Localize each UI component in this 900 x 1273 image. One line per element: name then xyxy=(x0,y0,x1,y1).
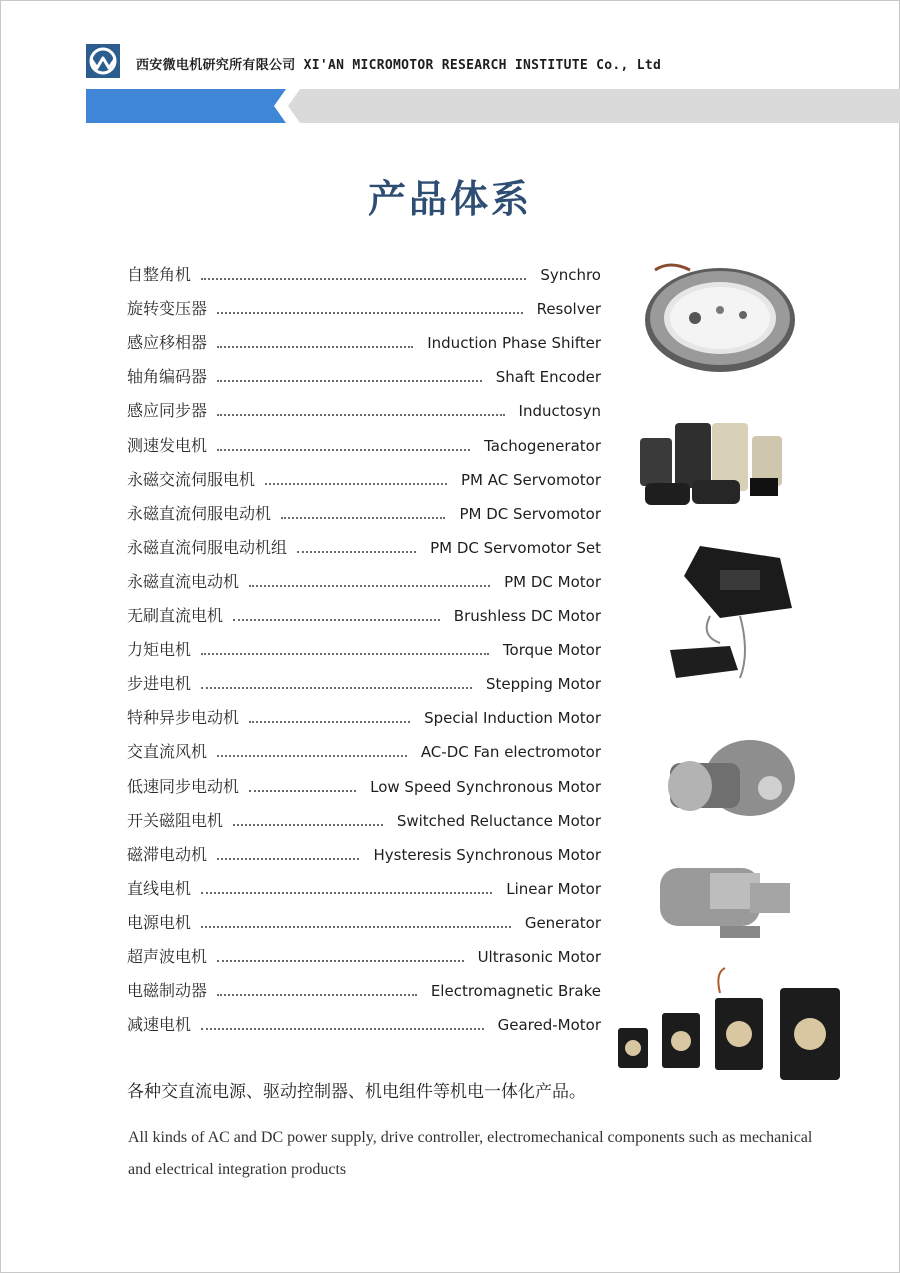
product-row xyxy=(127,1012,601,1038)
product-row xyxy=(127,467,601,493)
dot-leader xyxy=(217,858,359,860)
product-row xyxy=(127,603,601,629)
product-name-zh: 特种异步电动机 xyxy=(127,708,240,727)
product-name-en: AC-DC Fan electromotor xyxy=(420,743,601,761)
product-row xyxy=(127,876,601,902)
dot-leader xyxy=(217,346,413,348)
company-logo-icon xyxy=(86,44,120,78)
dot-leader xyxy=(217,414,505,416)
product-name-zh: 超声波电机 xyxy=(127,947,208,966)
company-name xyxy=(136,54,661,73)
dot-leader xyxy=(217,449,470,451)
product-name-en: Inductosyn xyxy=(518,402,601,420)
company-name-en: XI'AN MICROMOTOR RESEARCH INSTITUTE Co., Ltd xyxy=(303,58,662,73)
product-name-zh: 减速电机 xyxy=(127,1015,192,1034)
product-name-zh: 测速发电机 xyxy=(127,436,208,455)
page-title: 产品体系 xyxy=(367,177,532,221)
dot-leader xyxy=(217,755,407,757)
product-row xyxy=(127,978,601,1004)
dot-leader xyxy=(201,278,526,280)
product-name-zh: 自整角机 xyxy=(127,265,192,284)
product-name-en: PM DC Servomotor xyxy=(459,505,601,523)
product-name-zh: 永磁直流伺服电动机组 xyxy=(127,538,288,557)
product-name-zh: 永磁直流伺服电动机 xyxy=(127,504,272,523)
product-name-en: Linear Motor xyxy=(506,880,601,898)
dot-leader xyxy=(297,551,416,553)
product-row xyxy=(127,433,601,459)
product-row xyxy=(127,671,601,697)
dot-leader xyxy=(249,585,490,587)
dot-leader xyxy=(201,1028,484,1030)
product-name-en: Low Speed Synchronous Motor xyxy=(370,778,601,796)
product-row xyxy=(127,637,601,663)
product-row xyxy=(127,842,601,868)
product-name-en: Hysteresis Synchronous Motor xyxy=(373,846,601,864)
product-name-en: PM AC Servomotor xyxy=(461,471,601,489)
header-band xyxy=(86,89,900,123)
product-row xyxy=(127,944,601,970)
product-name-en: Resolver xyxy=(536,300,601,318)
dot-leader xyxy=(233,824,383,826)
product-row xyxy=(127,535,601,561)
product-name-en: Stepping Motor xyxy=(486,675,601,693)
product-name-en: Generator xyxy=(524,914,601,932)
product-name-en: PM DC Motor xyxy=(504,573,601,591)
product-name-zh: 轴角编码器 xyxy=(127,367,208,386)
product-name-en: Shaft Encoder xyxy=(495,368,601,386)
product-row xyxy=(127,330,601,356)
product-row xyxy=(127,364,601,390)
footer-en: All kinds of AC and DC power supply, drive controller, electromechanical components such as mechanical and electrical integration products xyxy=(128,1129,813,1178)
synchro-ring-photo xyxy=(645,265,795,372)
product-name-en: Geared-Motor xyxy=(497,1016,601,1034)
product-row xyxy=(127,296,601,322)
gear-motor-photo xyxy=(668,740,795,816)
product-name-en: Electromagnetic Brake xyxy=(430,982,601,1000)
product-name-zh: 步进电机 xyxy=(127,674,192,693)
product-name-zh: 电磁制动器 xyxy=(127,981,208,1000)
product-name-en: Ultrasonic Motor xyxy=(477,948,601,966)
product-name-zh: 旋转变压器 xyxy=(127,299,208,318)
product-name-zh: 永磁交流伺服电机 xyxy=(127,470,256,489)
product-row xyxy=(127,398,601,424)
product-name-zh: 力矩电机 xyxy=(127,640,192,659)
product-row xyxy=(127,910,601,936)
product-name-zh: 永磁直流电动机 xyxy=(127,572,240,591)
page-header xyxy=(86,44,806,80)
company-name-zh: 西安微电机研究所有限公司 xyxy=(136,58,296,73)
tachogenerator-photo xyxy=(640,423,782,505)
dot-leader xyxy=(281,517,445,519)
product-name-en: Torque Motor xyxy=(502,641,601,659)
dot-leader xyxy=(265,483,447,485)
product-name-en: Switched Reluctance Motor xyxy=(396,812,601,830)
product-name-en: Synchro xyxy=(540,266,601,284)
dot-leader xyxy=(249,790,356,792)
product-row xyxy=(127,569,601,595)
product-row xyxy=(127,739,601,765)
product-name-en: PM DC Servomotor Set xyxy=(430,539,601,557)
product-name-en: Induction Phase Shifter xyxy=(427,334,601,352)
servo-drive-photo xyxy=(670,546,792,678)
dot-leader xyxy=(201,926,511,928)
product-name-en: Tachogenerator xyxy=(484,437,601,455)
dot-leader xyxy=(201,687,472,689)
product-name-zh: 交直流风机 xyxy=(127,742,208,761)
servomotor-row-photo xyxy=(618,968,840,1080)
product-row xyxy=(127,705,601,731)
product-name-zh: 电源电机 xyxy=(127,913,192,932)
product-name-en: Brushless DC Motor xyxy=(453,607,601,625)
dot-leader xyxy=(217,312,523,314)
product-photos xyxy=(600,258,860,1098)
product-row xyxy=(127,262,601,288)
footer-zh: 各种交直流电源、驱动控制器、机电组件等机电一体化产品。 xyxy=(127,1082,586,1102)
dot-leader xyxy=(201,653,489,655)
dot-leader xyxy=(217,380,482,382)
product-name-zh: 磁滞电动机 xyxy=(127,845,208,864)
dot-leader xyxy=(217,960,464,962)
product-name-zh: 低速同步电动机 xyxy=(127,777,240,796)
generator-photo xyxy=(660,868,790,938)
dot-leader xyxy=(249,721,410,723)
dot-leader xyxy=(217,994,417,996)
dot-leader xyxy=(233,619,440,621)
product-name-zh: 直线电机 xyxy=(127,879,192,898)
product-row xyxy=(127,808,601,834)
product-name-zh: 感应同步器 xyxy=(127,401,208,420)
product-name-zh: 无刷直流电机 xyxy=(127,606,224,625)
product-row xyxy=(127,774,601,800)
product-name-zh: 感应移相器 xyxy=(127,333,208,352)
dot-leader xyxy=(201,892,492,894)
product-name-en: Special Induction Motor xyxy=(424,709,601,727)
product-name-zh: 开关磁阻电机 xyxy=(127,811,224,830)
product-row xyxy=(127,501,601,527)
